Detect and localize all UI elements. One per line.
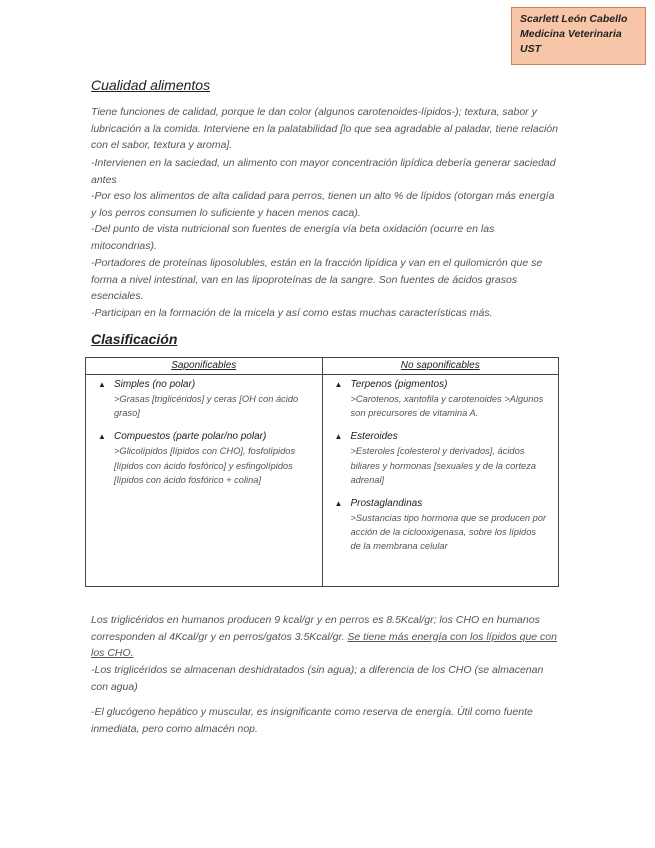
item-title: Terpenos (pigmentos) bbox=[350, 379, 448, 390]
item-title: Simples (no polar) bbox=[114, 379, 196, 390]
section-title-clasificacion: Clasificación bbox=[91, 331, 178, 347]
triangle-bullet-icon: ▲ bbox=[334, 499, 343, 509]
triangle-bullet-icon: ▲ bbox=[334, 432, 343, 442]
energia-text: Los triglicéridos en humanos producen 9 kcal/gr y en perros es 8.5Kcal/gr; los CHO en humanos corresponden al 4Kcal/gr y en perros/gatos 3.5Kcal/gr. bbox=[91, 614, 540, 643]
list-item bbox=[98, 430, 312, 487]
paragraph-saciedad: -Intervienen en la saciedad, un alimento con mayor concentración lipídica debería generar saciedad antes bbox=[91, 157, 556, 186]
classification-table bbox=[85, 357, 559, 587]
table-body bbox=[86, 375, 558, 586]
triangle-bullet-icon: ▲ bbox=[98, 380, 106, 389]
header-no-saponificables: No saponificables bbox=[400, 360, 480, 371]
author-name: Scarlett León Cabello bbox=[520, 13, 628, 25]
item-desc: >Grasas [triglicéridos] y ceras [OH con ácido graso] bbox=[114, 394, 299, 419]
list-item bbox=[334, 378, 549, 420]
author-institution: UST bbox=[520, 43, 541, 55]
table-header bbox=[86, 358, 558, 375]
item-title: Compuestos (parte polar/no polar) bbox=[114, 431, 267, 443]
list-item bbox=[334, 497, 549, 554]
list-item bbox=[98, 378, 312, 420]
item-desc: >Glicolípidos [lípidos con CHO], fosfolípidos [lípidos con ácido fosfórico] y esfingolípidos [lípidos con ácido fosfórico + colina] bbox=[114, 446, 296, 485]
paragraph-almacenamiento: -Los triglicéridos se almacenan deshidratados (sin agua); a diferencia de los CHO (se almacenan con agua) bbox=[91, 664, 544, 693]
item-title: Esteroides bbox=[350, 431, 398, 443]
header-saponificables: Saponificables bbox=[86, 358, 323, 374]
section-title-cualidad: Cualidad alimentos bbox=[91, 77, 211, 93]
triangle-bullet-icon: ▲ bbox=[98, 432, 106, 442]
triangle-bullet-icon: ▲ bbox=[334, 380, 343, 389]
author-career: Medicina Veterinaria bbox=[520, 28, 622, 40]
paragraph-energia: -Del punto de vista nutricional son fuentes de energía vía beta oxidación (ocurre en las mitocondrias). bbox=[91, 223, 495, 252]
item-desc: >Sustancias tipo hormona que se producen por acción de la ciclooxigenasa, sobre los lípidos de la membrana celular bbox=[350, 513, 547, 552]
paragraph-micela: -Participan en la formación de la micela y así como estas muchas características más. bbox=[91, 307, 493, 319]
paragraph-perros: -Por eso los alimentos de alta calidad para perros, tienen un alto % de lípidos (otorgan más energía y los perros consumen lo suficiente y hacen menos caca). bbox=[91, 190, 555, 219]
paragraph-glucogeno: -El glucógeno hepático y muscular, es insignificante como reserva de energía. Útil como fuente inmediata, pero como almacén nop. bbox=[91, 706, 533, 735]
list-item bbox=[334, 430, 549, 487]
paragraph-portadores: -Portadores de proteínas liposolubles, están en la fracción lipídica y van en el quilomicrón que se forma a nivel intestinal, van en las lipoproteínas de la sangre. Son fuentes de ácidos grasos esenciales. bbox=[91, 257, 543, 303]
author-box bbox=[511, 7, 646, 65]
paragraph-intro: Tiene funciones de calidad, porque le dan color (algunos carotenoides-lípidos-); textura, sabor y lubricación a la comida. Interviene en la palatabilidad [lo que sea agradable al paladar, tiene relación con el sabor, textura y aroma]. bbox=[91, 106, 558, 152]
item-title: Prostaglandinas bbox=[350, 498, 423, 510]
column-no-saponificables bbox=[323, 375, 559, 586]
column-saponificables bbox=[86, 375, 323, 586]
item-desc: >Carotenos, xantofila y carotenoides >Algunos son precursores de vitamina A. bbox=[350, 394, 544, 419]
item-desc: >Esteroles [colesterol y derivados], ácidos biliares y hormonas [sexuales y de la corteza adrenal] bbox=[350, 446, 537, 485]
energia-underlined-text: Se tiene más energía con los lípidos que con los CHO. bbox=[91, 630, 557, 660]
paragraph-energia-comparacion bbox=[91, 612, 561, 662]
